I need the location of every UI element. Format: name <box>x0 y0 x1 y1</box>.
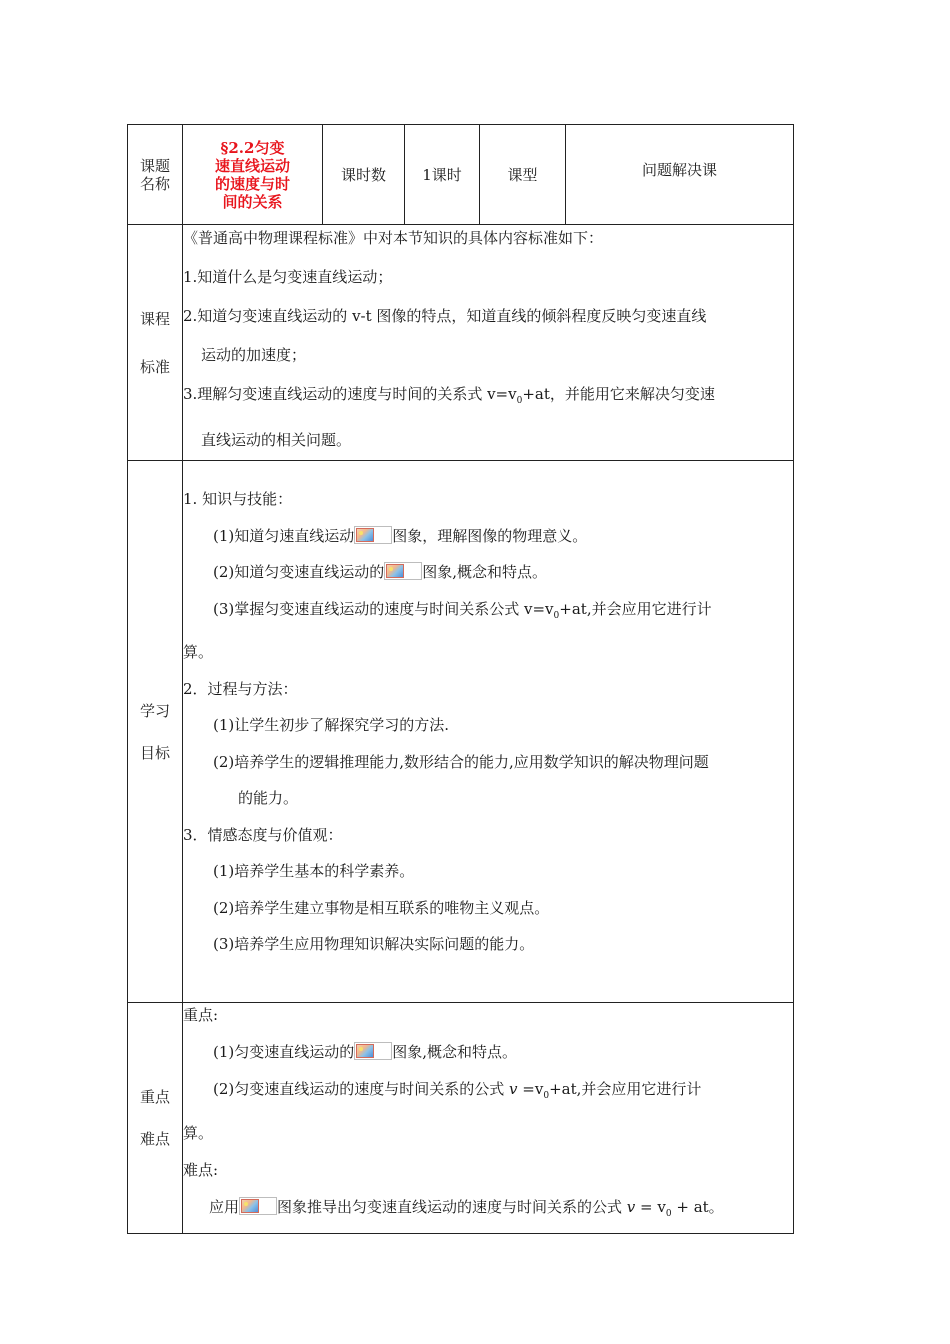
title-line: 间的关系 <box>222 192 283 211</box>
focus-item-cont: 算。 <box>183 1124 214 1142</box>
focus-title: 重点: <box>183 1006 219 1024</box>
standard-intro: 《普通高中物理课程标准》中对本节知识的具体内容标准如下： <box>183 229 604 247</box>
keypoints-row <box>128 1003 794 1234</box>
header-row <box>128 125 794 225</box>
standard-item: 3.理解匀变速直线运动的速度与时间的关系式 $v=v_0+at$，并能用它来解决匀变速 <box>183 385 715 406</box>
standard-item: 1.知道什么是匀变速直线运动； <box>183 268 393 286</box>
objectives-section-title: 3．情感态度与价值观： <box>183 825 343 844</box>
difficulty-item: 应用 图象推导出匀变速直线运动的速度与时间关系的公式 $v = v_0$ + at。 <box>209 1198 724 1219</box>
title-line: 速直线运动 <box>214 156 290 175</box>
keypoints-content <box>183 1003 794 1234</box>
objective-item: (1)培养学生基本的科学素养。 <box>213 862 415 880</box>
objective-item: (1)让学生初步了解探究学习的方法. <box>213 716 450 734</box>
course-title <box>183 125 323 225</box>
course-name-label: 课题 名称 <box>128 125 183 225</box>
focus-item: (2)匀变速直线运动的速度与时间关系的公式 $v =v_0+at$,并会应用它进行计 <box>213 1080 702 1101</box>
objective-item: (3)培养学生应用物理知识解决实际问题的能力。 <box>213 935 535 953</box>
objectives-row <box>128 461 794 1003</box>
vt-graph-image-icon <box>354 1042 392 1060</box>
objective-item-cont: 的能力。 <box>238 789 299 807</box>
objectives-section-title: 1. 知识与技能： <box>183 490 293 508</box>
objectives-content <box>183 461 794 1003</box>
objective-item: (1)知道匀速直线运动 图象，理解图像的物理意义。 <box>213 526 588 545</box>
title-line: §2.2匀变 <box>220 138 285 157</box>
focus-item: (1)匀变速直线运动的 图象,概念和特点。 <box>213 1043 518 1061</box>
standard-item-cont: 直线运动的相关问题。 <box>201 431 352 449</box>
objective-item: (2)培养学生的逻辑推理能力,数形结合的能力,应用数学知识的解决物理问题 <box>213 752 709 771</box>
type-value: 问题解决课 <box>566 125 794 225</box>
standard-item-cont: 运动的加速度； <box>201 346 307 364</box>
title-line: 的速度与时 <box>214 174 290 193</box>
type-label: 课型 <box>480 125 566 225</box>
hours-value: 1课时 <box>405 125 480 225</box>
standard-content <box>183 225 794 461</box>
vt-graph-image-icon <box>384 562 422 580</box>
objective-item: (2)培养学生建立事物是相互联系的唯物主义观点。 <box>213 898 550 917</box>
standard-row <box>128 225 794 461</box>
lesson-plan-table <box>127 124 794 1234</box>
difficulty-title: 难点: <box>183 1161 219 1179</box>
vt-graph-image-icon <box>239 1197 277 1215</box>
objectives-label: 学习 目标 <box>128 461 183 1003</box>
keypoints-label: 重点 难点 <box>128 1003 183 1234</box>
hours-label: 课时数 <box>323 125 405 225</box>
objectives-section-title: 2．过程与方法： <box>183 679 298 698</box>
objective-item: (2)知道匀变速直线运动的 图象,概念和特点。 <box>213 563 548 581</box>
vt-graph-image-icon <box>354 526 392 544</box>
standard-item: 2.知道匀变速直线运动的 v-t 图像的特点，知道直线的倾斜程度反映匀变速直线 <box>183 307 707 325</box>
objective-item: (3)掌握匀变速直线运动的速度与时间关系公式 $v=v_0+at$,并会应用它进行计 <box>213 599 712 621</box>
objective-item-cont: 算。 <box>183 643 214 661</box>
standard-label: 课程 标准 <box>128 225 183 461</box>
